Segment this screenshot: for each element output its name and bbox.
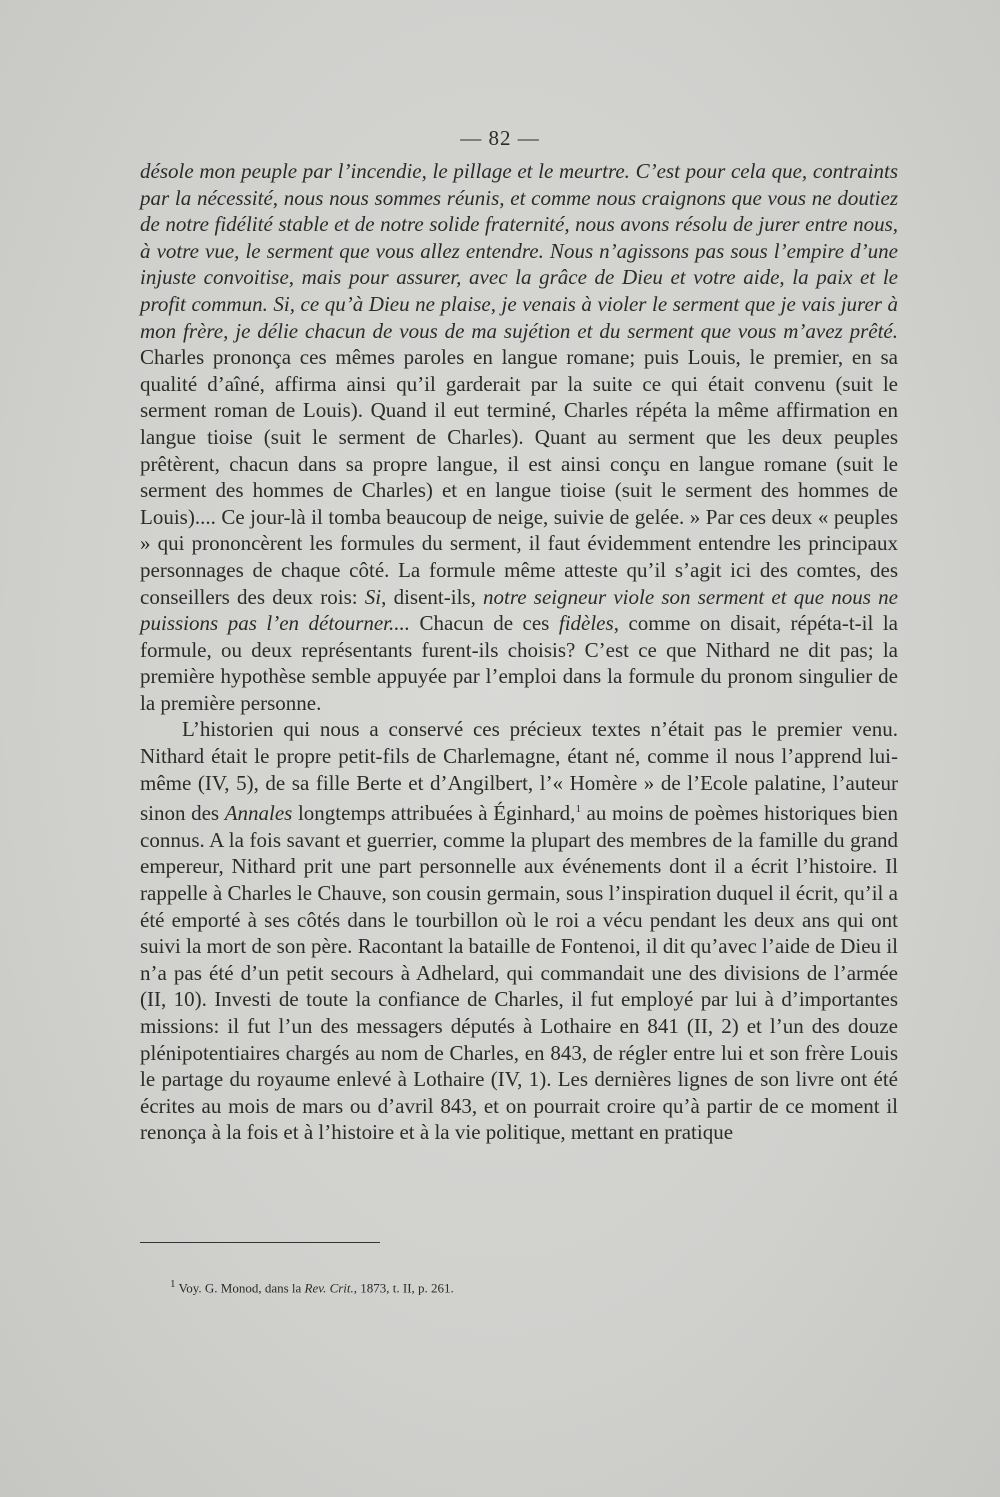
footnote-mark: 1 [170, 1278, 176, 1290]
paragraph-2: L’historien qui nous a conservé ces précieux textes n’était pas le premier venu. Nithard était le propre petit-fils de Charlemagne, étant né, comme il nous l’apprend lui-même (IV, 5), de sa fille Berte et d’Angilbert, l’« Homère » de l’Ecole palatine, l’auteur sinon des Annales longtemps attribuées à Éginhard,$^1$ au moins de poèmes historiques bien connus. A la fois savant et guerrier, comme la plupart des membres de la famille du grand empereur, Nithard prit une part personnelle aux événements dont il a écrit l’histoire. Il rappelle à Charles le Chauve, son cousin germain, sous l’inspiration duquel il écrit, qu’il a été emporté à ses côtés dans le tourbillon où le roi a vécu pendant les deux ans qui ont suivi la mort de son père. Racontant la bataille de Fontenoi, il dit qu’avec l’aide de Dieu il n’a pas été d’un petit secours à Adhelard, qui commandait une des divisions de l’armée (II, 10). Investi de toute la confiance de Charles, il fut employé par lui à d’importantes missions: il fut l’un des messagers députés à Lothaire en 841 (II, 2) et l’un des douze plénipotentiaires chargés au nom de Charles, en 843, de régler entre lui et son frère Louis le partage du royaume enlevé à Lothaire (IV, 1). Les dernières lignes de son livre ont été écrites au mois de mars ou d’avril 843, et on pourrait croire qu’à partir de ce moment il renonça à la fois et à l’histoire et à la vie politique, mettant en pratique [140, 717, 898, 1145]
footnote-reference: 1 [575, 803, 581, 816]
footnote-divider [140, 1242, 380, 1243]
paragraph-1: désole mon peuple par l’incendie, le pillage et le meurtre. C’est pour cela que, contraints par la nécessité, nous nous sommes réunis, et comme nous craignons que vous ne doutiez de notre fidélité stable et de notre solide fraternité, nous avons résolu de jurer entre nous, à votre vue, le serment que vous allez entendre. Nous n’agissons pas sous l’empire d’une injuste convoitise, mais pour assurer, avec la grâce de Dieu et votre aide, la paix et le profit commun. Si, ce qu’à Dieu ne plaise, je venais à violer le serment que je vais jurer à mon frère, je délie chacun de vous de ma sujétion et du serment que vous m’avez prêté. Charles prononça ces mêmes paroles en langue romane; puis Louis, le premier, en sa qualité d’aîné, affirma ainsi qu’il garderait par la suite ce qui était convenu (suit le serment roman de Louis). Quand il eut terminé, Charles répéta la même affirmation en langue tioise (suit le serment de Charles). Quant au serment que les deux peuples prêtèrent, chacun dans sa propre langue, il est ainsi conçu en langue romane (suit le serment des hommes de Charles) et en langue tioise (suit le serment des hommes de Louis).... Ce jour-là il tomba beaucoup de neige, suivie de gelée. » Par ces deux « peuples » qui prononcèrent les formules du serment, il faut évidemment entendre les principaux personnages de chaque côté. La formule même atteste qu’il s’agit ici des comtes, des conseillers des deux rois: Si, disent-ils, notre seigneur viole son serment et que nous ne puissions pas l’en détourner.... Chacun de ces fidèles, comme on disait, répéta-t-il la formule, ou deux représentants furent-ils choisis? C’est ce que Nithard ne dit pas; la première hypothèse semble appuyée par l’emploi dans la formule du pronom singulier de la première personne. [140, 159, 899, 715]
oath-quote: désole mon peuple par l’incendie, le pillage et le meurtre. C’est pour cela que, contraints par la nécessité, nous nous sommes réunis, et comme nous craignons que vous ne doutiez de notre fidélité stable et de notre solide fraternité, nous avons résolu de jurer entre nous, à votre vue, le serment que vous allez entendre. Nous n’agissons pas sous l’empire d’une injuste convoitise, mais pour assurer, avec la grâce de Dieu et votre aide, la paix et le profit commun. Si, ce qu’à Dieu ne plaise, je venais à violer le serment que je vais jurer à mon frère, je délie chacun de vous de ma sujétion et du serment que vous m’avez prêté. [140, 159, 898, 343]
body-text [140, 158, 898, 1146]
page-number: — 82 — [460, 126, 540, 150]
footnote: $^1$ Voy. G. Monod, dans la Rev. Crit., 1873, t. II, p. 261. [170, 1278, 454, 1296]
